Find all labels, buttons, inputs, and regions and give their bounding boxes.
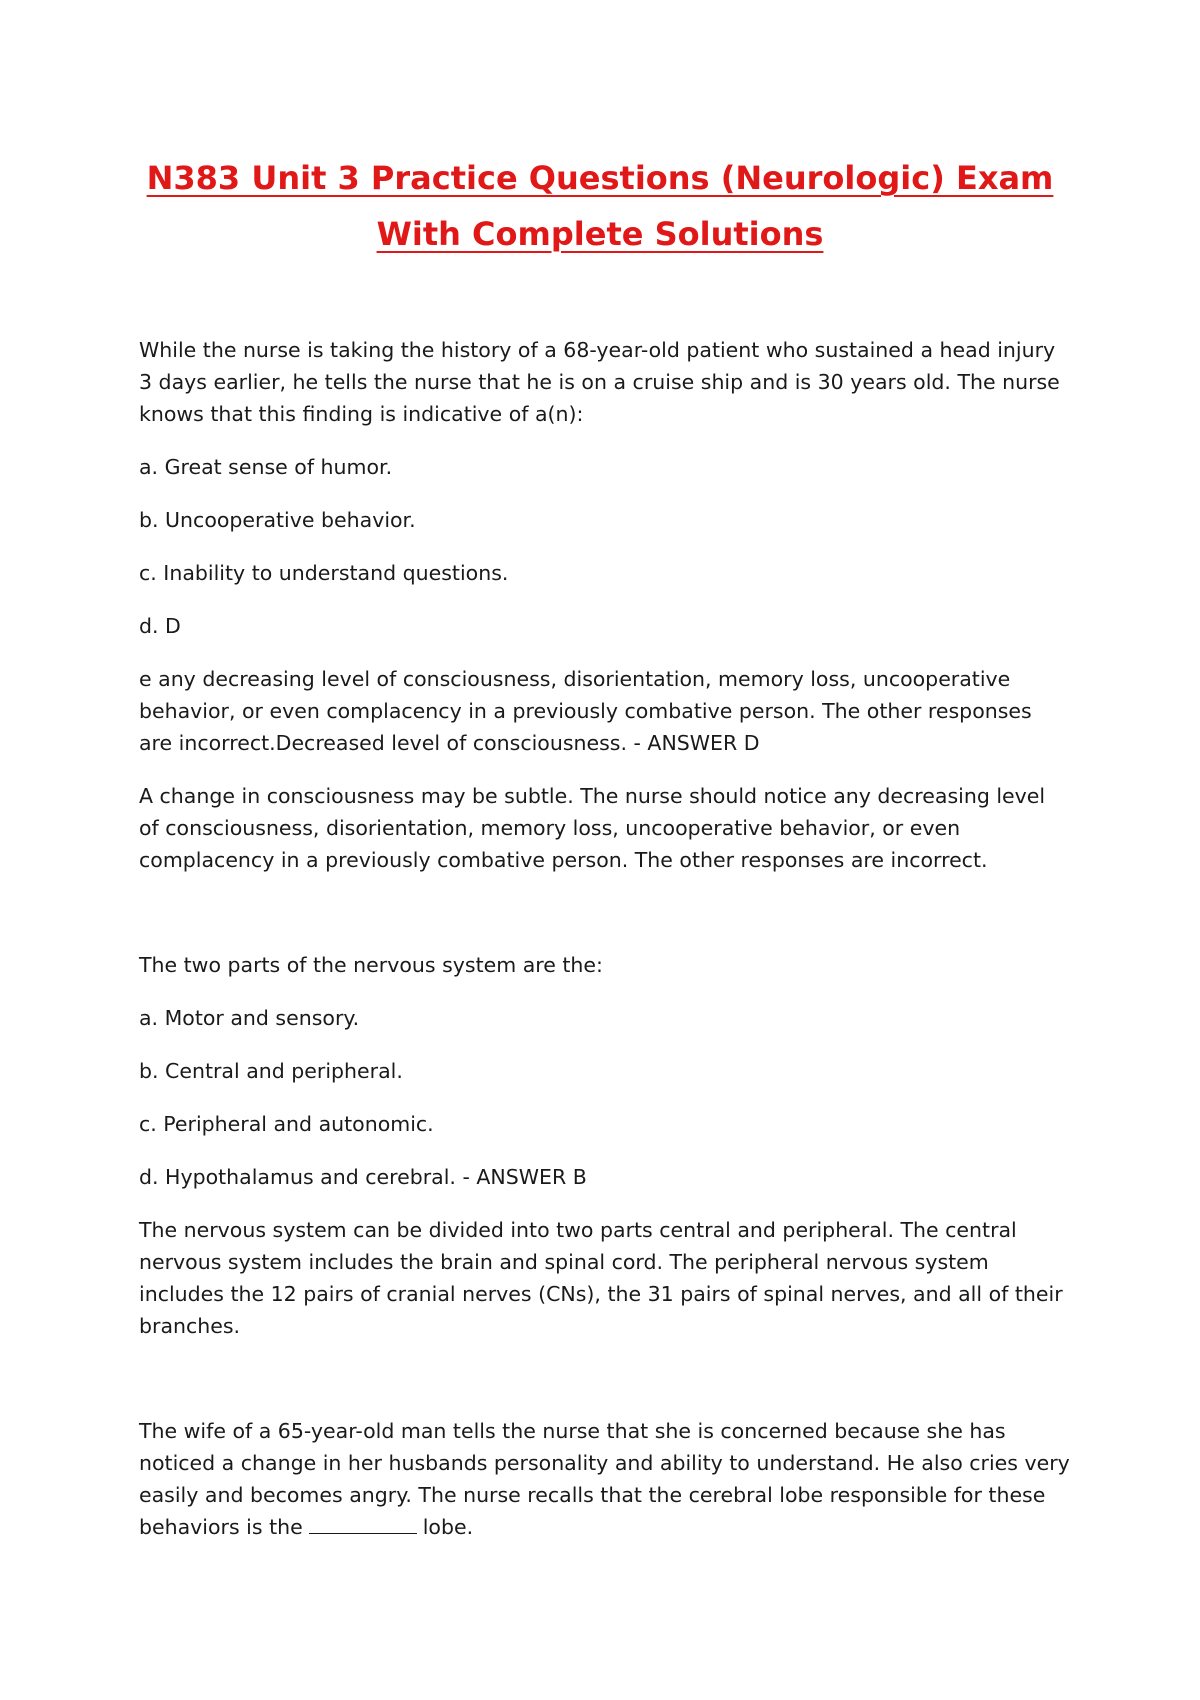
question-2-option-a: a. Motor and sensory. xyxy=(139,1006,360,1030)
question-1-option-d: d. D xyxy=(139,614,181,638)
question-2-option-b: b. Central and peripheral. xyxy=(139,1059,403,1083)
question-1-explanation: A change in consciousness may be subtle. The nurse should notice any decreasing level of consciousness, disorientation, memory loss, uncooperative behavior, or even complacency in a previously combative person. The other responses are incorrect. xyxy=(139,784,1046,872)
fill-in-blank xyxy=(309,1532,417,1534)
document-body xyxy=(139,334,1071,1564)
section-spacer xyxy=(139,897,1071,949)
document-title-line-1-text: N383 Unit 3 Practice Questions (Neurologic) Exam xyxy=(146,159,1054,197)
question-2-option-c: c. Peripheral and autonomic. xyxy=(139,1112,434,1136)
document-title-line-2 xyxy=(0,206,1200,262)
question-2-explanation: The nervous system can be divided into two parts central and peripheral. The central nervous system includes the brain and spinal cord. The peripheral nervous system includes the 12 pairs of cranial nerves (CNs), the 31 pairs of spinal nerves, and all of their branches. xyxy=(139,1218,1063,1338)
question-2-option-d: d. Hypothalamus and cerebral. - ANSWER B xyxy=(139,1165,587,1189)
question-2-stem: The two parts of the nervous system are the: xyxy=(139,953,603,977)
document-title-line-1 xyxy=(0,150,1200,206)
question-1-option-c: c. Inability to understand questions. xyxy=(139,561,509,585)
section-spacer xyxy=(139,1363,1071,1415)
question-1-option-b: b. Uncooperative behavior. xyxy=(139,508,416,532)
question-3-stem xyxy=(139,1415,1071,1543)
document-title-line-2-text: With Complete Solutions xyxy=(376,215,824,253)
question-1-stem: While the nurse is taking the history of a 68-year-old patient who sustained a head injury 3 days earlier, he tells the nurse that he is on a cruise ship and is 30 years old. The nurse knows that this finding is indicative of a(n): xyxy=(139,338,1060,426)
question-1-option-a: a. Great sense of humor. xyxy=(139,455,393,479)
question-1-answer-fragment: e any decreasing level of consciousness, disorientation, memory loss, uncooperative behavior, or even complacency in a previously combative person. The other responses are incorrect.Decreased level of consciousness. - ANSWER D xyxy=(139,667,1032,755)
question-3-stem-text: The wife of a 65-year-old man tells the nurse that she is concerned because she has noticed a change in her husbands personality and ability to understand. He also cries very easily and becomes angry. The nurse recalls that the cerebral lobe responsible for these behaviors is the xyxy=(139,1419,1070,1539)
question-3-stem-end: lobe. xyxy=(422,1515,474,1539)
